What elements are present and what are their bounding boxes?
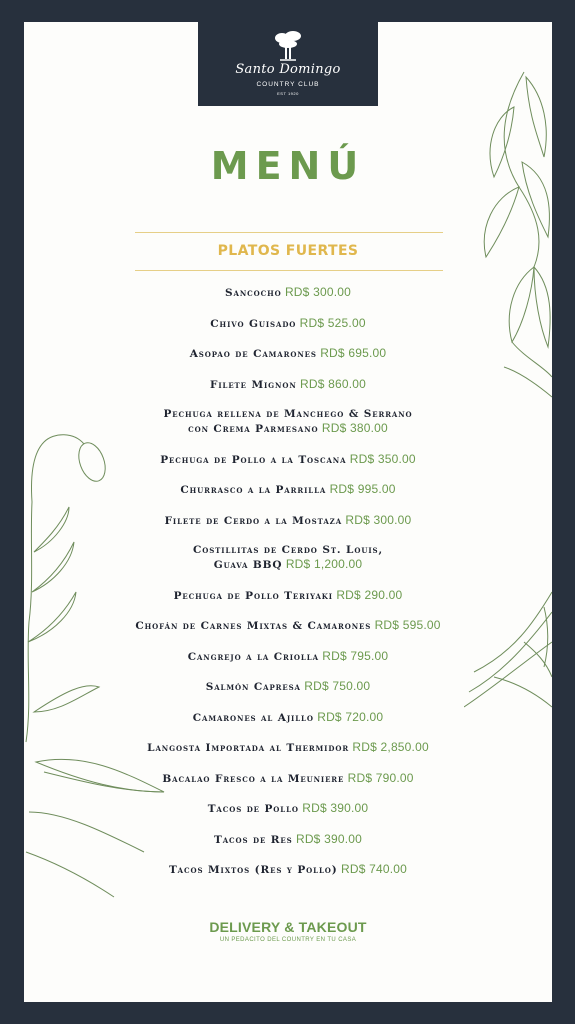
menu-item (24, 832, 552, 847)
menu-item-price: RD$ 740.00 (340, 862, 408, 876)
menu-item-name: Filete Mignon (209, 378, 297, 391)
menu-item-name: Pechuga de Pollo a la Toscana (160, 453, 347, 466)
menu-item-price: RD$ 1,200.00 (285, 557, 363, 571)
menu-item (24, 316, 552, 331)
menu-item-price: RD$ 790.00 (347, 770, 414, 785)
menu-item (24, 377, 552, 392)
menu-item (24, 346, 552, 361)
club-logo (198, 22, 378, 106)
logo-subtitle: COUNTRY CLUB (256, 81, 320, 88)
menu-item-name: Guava BBQ (213, 559, 283, 571)
logo-established: EST 1920 (277, 91, 299, 96)
menu-item-price: RD$ 300.00 (284, 285, 351, 299)
menu-item-price: RD$ 595.00 (374, 618, 441, 632)
menu-item-price: RD$ 720.00 (317, 709, 384, 724)
menu-item-name: Bacalao Fresco a la Meuniere (162, 772, 345, 785)
menu-item-price: RD$ 695.00 (320, 346, 387, 360)
menu-item-price: RD$ 300.00 (345, 512, 412, 527)
menu-item-price: RD$ 290.00 (336, 587, 403, 602)
menu-item (24, 407, 552, 436)
menu-item-name: con Crema Parmesano (188, 423, 319, 435)
menu-item-price: RD$ 390.00 (295, 831, 362, 846)
menu-item-price: RD$ 380.00 (321, 421, 388, 435)
menu-item (24, 482, 552, 497)
divider-bottom (135, 270, 443, 271)
menu-item (24, 452, 552, 467)
menu-item-name: Sancocho (225, 287, 282, 299)
menu-item-name: Langosta Importada al Thermidor (147, 742, 350, 754)
menu-item-name: Tacos de Res (214, 833, 293, 846)
footer-subtitle: UN PEDACITO DEL COUNTRY EN TU CASA (219, 937, 357, 943)
menu-item-name: Tacos de Pollo (207, 803, 299, 815)
menu-item (24, 285, 552, 300)
menu-item-name: Tacos Mixtos (Res y Pollo) (168, 864, 338, 876)
menu-item-price: RD$ 795.00 (322, 648, 389, 663)
menu-item-name: Cangrejo a la Criolla (187, 650, 319, 663)
menu-item-price: RD$ 995.00 (329, 482, 396, 496)
divider-top (135, 232, 443, 233)
menu-item (24, 801, 552, 816)
menu-item (24, 513, 552, 528)
menu-item-price: RD$ 2,850.00 (352, 740, 429, 754)
menu-items-list (24, 285, 552, 893)
logo-script-name: Santo Domingo (235, 62, 341, 77)
menu-item-name: Churrasco a la Parrilla (180, 484, 327, 496)
menu-item (24, 618, 552, 633)
menu-item-name: Costillitas de Cerdo St. Louis, (192, 544, 384, 556)
tree-logo-icon (270, 30, 306, 62)
menu-item-name: Camarones al Ajillo (192, 711, 314, 724)
menu-item-name: Filete de Cerdo a la Mostaza (164, 514, 343, 527)
menu-item-price: RD$ 390.00 (302, 801, 369, 815)
footer-title: DELIVERY & TAKEOUT (209, 919, 367, 935)
menu-item (24, 588, 552, 603)
menu-item (24, 710, 552, 725)
menu-item-price: RD$ 350.00 (349, 451, 416, 466)
menu-item (24, 740, 552, 755)
menu-item-name: Chofán de Carnes Mixtas & Camarones (135, 620, 372, 632)
menu-item-name: Salmón Capresa (205, 681, 301, 693)
menu-item (24, 679, 552, 694)
menu-item-price: RD$ 860.00 (299, 376, 367, 391)
section-title: PLATOS FUERTES (217, 243, 359, 259)
menu-item-price: RD$ 525.00 (299, 315, 366, 330)
menu-item (24, 543, 552, 572)
menu-item (24, 771, 552, 786)
menu-item-name: Pechuga de Pollo Teriyaki (173, 589, 333, 602)
menu-item-name: Pechuga rellena de Manchego & Serrano (163, 408, 413, 420)
menu-page (24, 22, 552, 1002)
menu-item-price: RD$ 750.00 (304, 679, 371, 693)
menu-item (24, 862, 552, 877)
menu-title: MENÚ (210, 144, 366, 188)
menu-item-name: Asopao de Camarones (189, 348, 317, 360)
menu-item-name: Chivo Guisado (210, 317, 297, 330)
menu-item (24, 649, 552, 664)
